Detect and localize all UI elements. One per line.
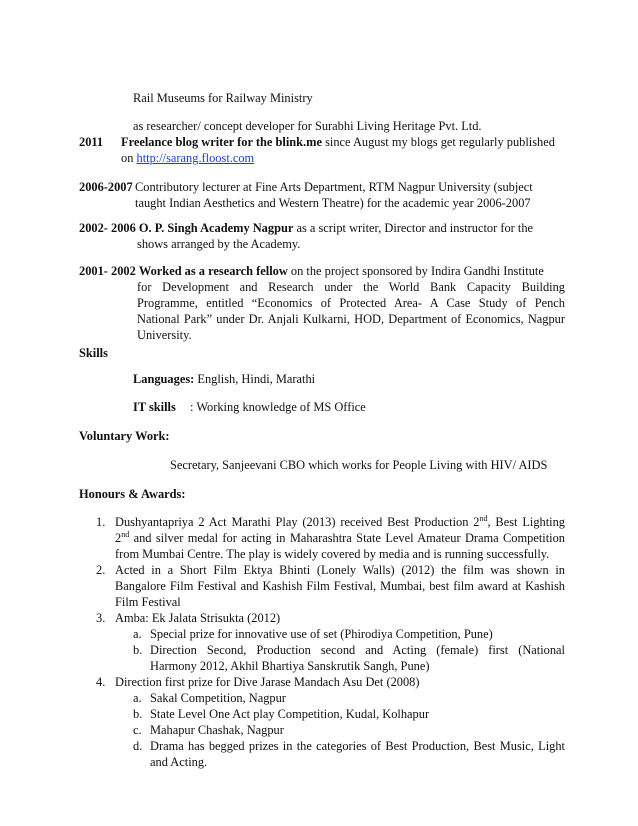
honour-3b-line-2: Harmony 2012, Akhil Bhartiya Sanskrutik Sangh, Pune): [150, 659, 430, 673]
entry-2001-line-1: 2001- 2002 Worked as a research fellow on the project sponsored by Indira Gandhi Institute: [79, 264, 544, 278]
honour-1-line-1: Dushyantapriya 2 Act Marathi Play (2013) received Best Production 2nd, Best Lighting: [115, 513, 565, 529]
honour-4d-letter: d.: [133, 739, 143, 753]
voluntary-text: Secretary, Sanjeevani CBO which works for People Living with HIV/ AIDS: [170, 458, 548, 472]
entry-2006-line-1: Contributory lecturer at Fine Arts Department, RTM Nagpur University (subject: [135, 180, 533, 194]
honour-4a-letter: a.: [133, 691, 142, 705]
honour-4b-text: State Level One Act play Competition, Kudal, Kolhapur: [150, 707, 430, 721]
blog-link[interactable]: http://sarang.floost.com: [136, 151, 255, 165]
year-2006-2007: 2006-2007: [79, 180, 133, 194]
honour-3-number: 3.: [96, 611, 106, 625]
entry-2001-line-3: Programme, entitled “Economics of Protected Area- A Case Study of Pench: [137, 296, 565, 310]
intro-line-1: Rail Museums for Railway Ministry: [133, 91, 313, 105]
year-2011: 2011: [79, 135, 104, 149]
honour-3b-line-1: Direction Second, Production second and Acting (female) first (National: [150, 643, 565, 657]
honour-4d-line-1: Drama has begged prizes in the categories of Best Production, Best Music, Light: [150, 739, 565, 753]
entry-2006-line-2: taught Indian Aesthetics and Western Theatre) for the academic year 2006-2007: [135, 196, 531, 210]
honour-2-number: 2.: [96, 563, 106, 577]
honour-3a-text: Special prize for innovative use of set (Phirodiya Competition, Pune): [150, 627, 493, 641]
year-2002-2006: 2002- 2006: [79, 221, 136, 235]
it-skills-value: : Working knowledge of MS Office: [190, 400, 366, 414]
honour-4c-text: Mahapur Chashak, Nagpur: [150, 723, 284, 737]
honour-2-line-2: Bangalore Film Festival and Kashish Film Festival, Mumbai, best film award at Kashish: [115, 579, 565, 593]
honour-1-line-2: 2nd and silver medal for acting in Maharashtra State Level Amateur Drama Competition: [115, 529, 565, 545]
honour-3b-letter: b.: [133, 643, 143, 657]
skills-heading: Skills: [79, 346, 108, 360]
honour-4d-line-2: and Acting.: [150, 755, 208, 769]
entry-2011-line-2: on http://sarang.floost.com: [121, 151, 255, 165]
entry-2002-line-2: shows arranged by the Academy.: [137, 237, 301, 251]
entry-2011-line-1: Freelance blog writer for the blink.me since August my blogs get regularly published: [121, 135, 555, 149]
honour-4c-letter: c.: [133, 723, 142, 737]
honour-2-line-3: Film Festival: [115, 595, 181, 609]
honour-4a-text: Sakal Competition, Nagpur: [150, 691, 286, 705]
entry-2001-bold: Worked as a research fellow: [138, 264, 288, 278]
honour-3a-letter: a.: [133, 627, 142, 641]
year-2001-2002: 2001- 2002: [79, 264, 136, 278]
honour-2-line-1: Acted in a Short Film Ektya Bhinti (Lonely Walls) (2012) the film was shown in: [115, 563, 565, 577]
honour-3-line-1: Amba: Ek Jalata Strisukta (2012): [115, 611, 281, 625]
entry-2001-line-4: National Park” under Dr. Anjali Kulkarni, HOD, Department of Economics, Nagpur: [137, 312, 565, 326]
languages-label: Languages:: [133, 372, 195, 386]
honour-4-number: 4.: [96, 675, 106, 689]
entry-2002-bold: O. P. Singh Academy Nagpur: [138, 221, 294, 235]
languages-value: English, Hindi, Marathi: [194, 372, 316, 386]
honours-heading: Honours & Awards:: [79, 487, 186, 501]
entry-2001-line-5: University.: [137, 328, 192, 342]
entry-2001-line-2: for Development and Research under the World Bank Capacity Building: [137, 280, 565, 294]
honour-1-number: 1.: [96, 515, 106, 529]
honour-1-line-3: from Mumbai Centre. The play is widely covered by media and is running successfully.: [115, 547, 550, 561]
honour-4b-letter: b.: [133, 707, 143, 721]
intro-line-2: as researcher/ concept developer for Surabhi Living Heritage Pvt. Ltd.: [133, 119, 482, 133]
languages-line: [133, 372, 315, 387]
entry-2011-bold: Freelance blog writer for the blink.me: [121, 135, 322, 149]
honour-4-line-1: Direction first prize for Dive Jarase Mandach Asu Det (2008): [115, 675, 420, 689]
voluntary-heading: Voluntary Work:: [79, 429, 170, 443]
entry-2002-line-1: 2002- 2006 O. P. Singh Academy Nagpur as a script writer, Director and instructor for the: [79, 221, 534, 235]
it-skills-label: IT skills: [133, 400, 176, 414]
